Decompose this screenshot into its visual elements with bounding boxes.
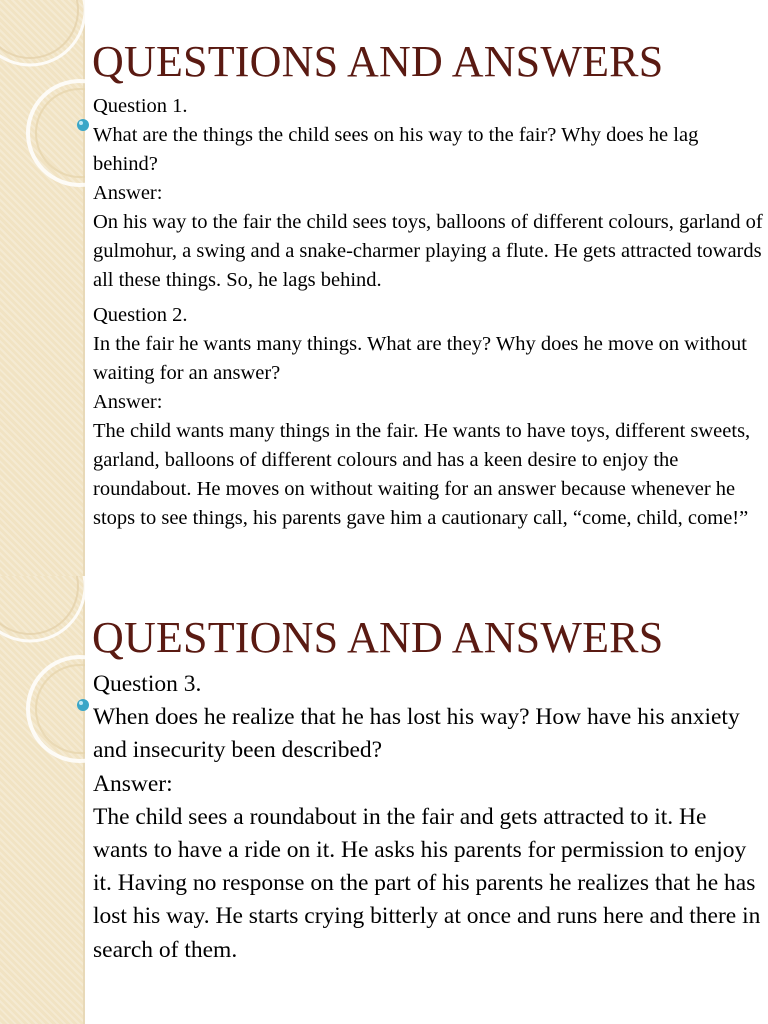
question-text: What are the things the child sees on his way to the fair? Why does he lag behind? — [93, 124, 699, 175]
slide-2 — [0, 576, 768, 1024]
bullet-dot-icon — [76, 698, 90, 712]
slide-body — [93, 92, 763, 533]
question-label: Question 2. — [93, 304, 188, 326]
decorative-sidebar — [0, 576, 85, 1024]
slide-title: QUESTIONS AND ANSWERS — [92, 37, 664, 86]
slide-body — [93, 668, 763, 967]
bullet-dot-icon — [76, 118, 90, 132]
answer-text: The child sees a roundabout in the fair and gets attracted to it. He wants to have a ride on it. He asks his parents for permission to enjoy it. Having no response on the part of his parents he realizes that he has lost his way. He starts crying bitterly at once and runs here and there in search of them. — [93, 803, 761, 963]
slide-title: QUESTIONS AND ANSWERS — [92, 613, 664, 662]
answer-label: Answer: — [93, 182, 163, 204]
decorative-circles — [0, 576, 85, 1024]
answer-label: Answer: — [93, 391, 163, 413]
answer-label: Answer: — [93, 770, 173, 797]
answer-text: On his way to the fair the child sees toys, balloons of different colours, garland of gulmohur, a swing and a snake-charmer playing a flute. He gets attracted towards all these things. So, he lags behind. — [93, 211, 763, 291]
question-text: In the fair he wants many things. What are they? Why does he move on without waiting for an answer? — [93, 333, 747, 384]
question-label: Question 1. — [93, 95, 188, 117]
question-label: Question 3. — [93, 671, 202, 697]
question-text: When does he realize that he has lost his way? How have his anxiety and insecurity been described? — [93, 704, 740, 764]
decorative-circles — [0, 0, 85, 576]
answer-text: The child wants many things in the fair. He wants to have toys, different sweets, garland, balloons of different colours and has a keen desire to enjoy the roundabout. He moves on without waiting for an answer because whenever he stops to see things, his parents gave him a cautionary call, “come, child, come!” — [93, 420, 751, 529]
decorative-sidebar — [0, 0, 85, 576]
